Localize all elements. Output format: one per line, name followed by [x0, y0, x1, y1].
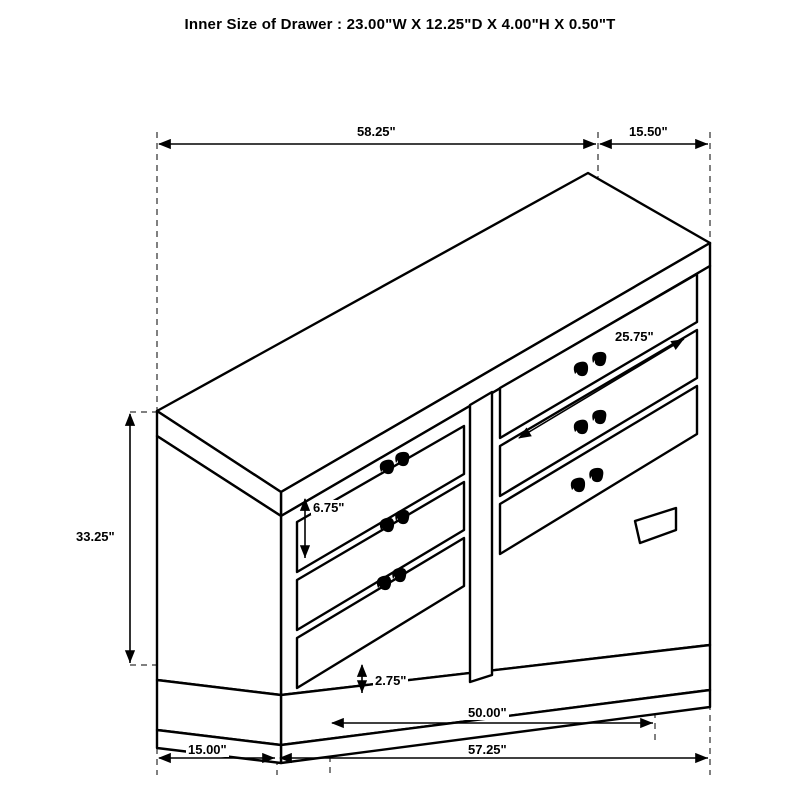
label-overall-height: 33.25" [76, 529, 115, 544]
label-base-width: 50.00" [468, 705, 507, 720]
page-title: Inner Size of Drawer : 23.00"W X 12.25"D X 4.00"H X 0.50"T [184, 16, 616, 33]
label-drawer-height: 6.75" [313, 500, 345, 515]
label-top-width: 58.25" [357, 124, 396, 139]
dresser-body [157, 173, 710, 763]
center-stile [470, 392, 492, 682]
label-drawer-width: 25.75" [615, 329, 654, 344]
label-bottom-width: 57.25" [468, 742, 507, 757]
label-base-height: 2.75" [375, 673, 407, 688]
label-top-depth: 15.50" [629, 124, 668, 139]
label-side-depth: 15.00" [188, 742, 227, 757]
